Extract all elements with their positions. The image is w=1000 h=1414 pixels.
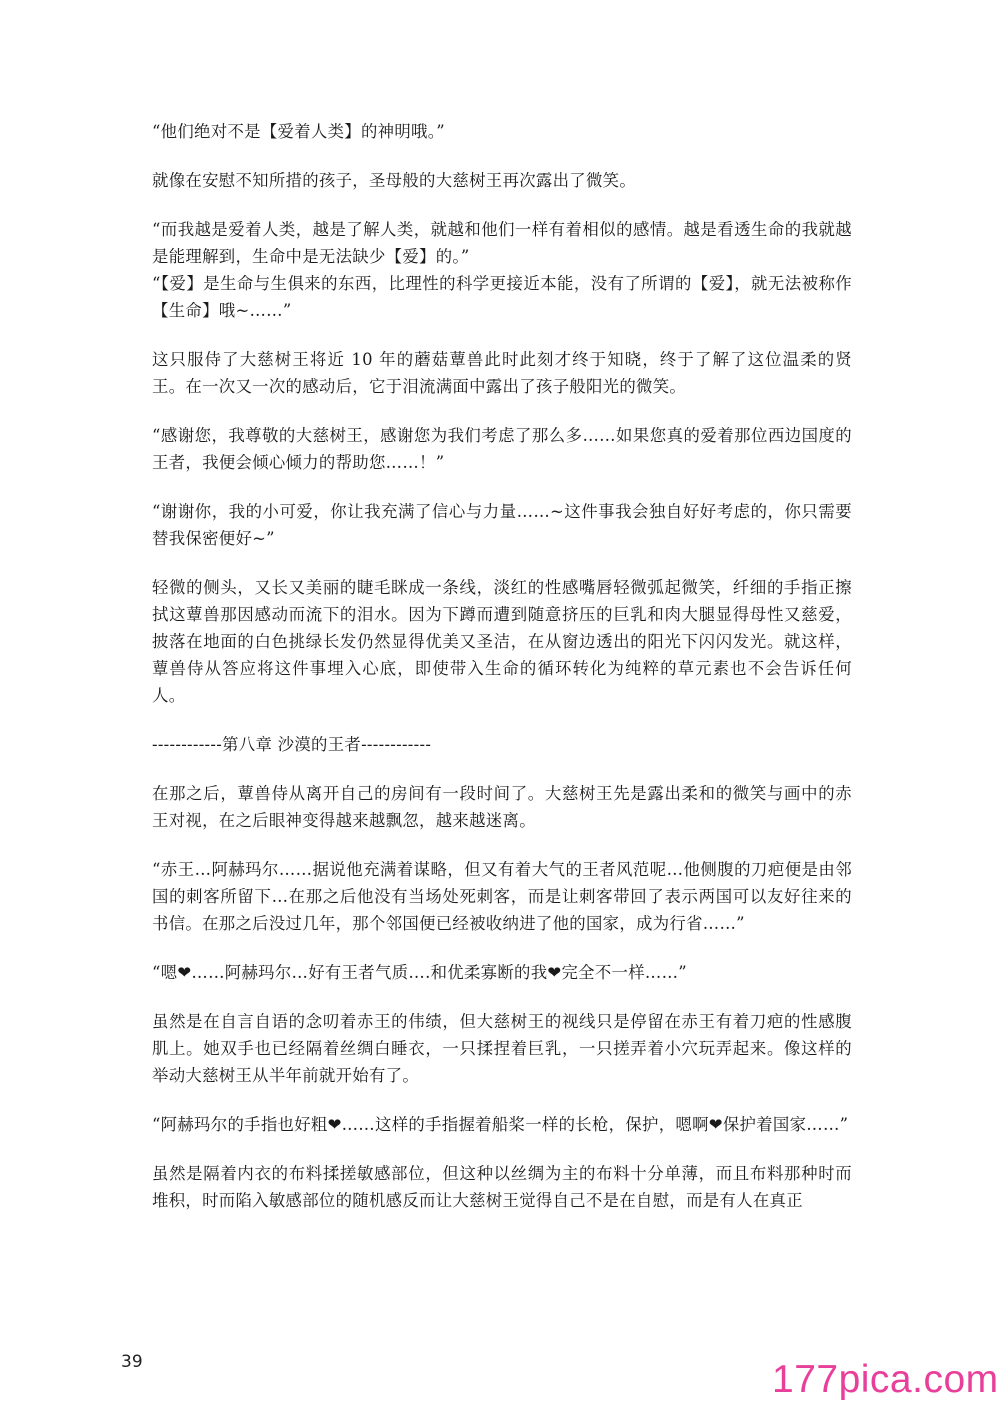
watermark: 177pica.com	[772, 1358, 999, 1401]
paragraph: 虽然是在自言自语的念叨着赤王的伟绩，但大慈树王的视线只是停留在赤王有着刀疤的性感腹肌上。她双手也已经隔着丝绸白睡衣，一只揉捏着巨乳，一只搓弄着小穴玩弄起来。像这样的举动大慈树王从半年前就开始有了。	[152, 1012, 852, 1085]
paragraph: 这只服侍了大慈树王将近 10 年的蘑菇蕈兽此时此刻才终于知晓，终于了解了这位温柔的贤王。在一次又一次的感动后，它于泪流满面中露出了孩子般阳光的微笑。	[152, 350, 852, 396]
paragraph: “【爱】是生命与生俱来的东西，比理性的科学更接近本能，没有了所谓的【爱】，就无法被称作【生命】哦~……”	[152, 274, 852, 320]
paragraph: 轻微的侧头，又长又美丽的睫毛眯成一条线，淡红的性感嘴唇轻微弧起微笑，纤细的手指正擦拭这蕈兽那因感动而流下的泪水。因为下蹲而遭到随意挤压的巨乳和肉大腿显得母性又慈爱，披落在地面的白色挑绿长发仍然显得优美又圣洁，在从窗边透出的阳光下闪闪发光。就这样，蕈兽侍从答应将这件事埋入心底，即使带入生命的循环转化为纯粹的草元素也不会告诉任何人。	[152, 578, 852, 705]
chapter-heading: ------------第八章 沙漠的王者------------	[152, 735, 432, 754]
paragraph: “赤王…阿赫玛尔……据说他充满着谋略，但又有着大气的王者风范呢…他侧腹的刀疤便是由邻国的刺客所留下…在那之后他没有当场处死刺客，而是让刺客带回了表示两国可以友好往来的书信。在那之后没过几年，那个邻国便已经被收纳进了他的国家，成为行省……”	[152, 860, 852, 933]
paragraph: “而我越是爱着人类，越是了解人类，就越和他们一样有着相似的感情。越是看透生命的我就越是能理解到，生命中是无法缺少【爱】的。”	[152, 220, 852, 266]
paragraph: “他们绝对不是【爱着人类】的神明哦。”	[152, 122, 445, 141]
paragraph: 在那之后，蕈兽侍从离开自己的房间有一段时间了。大慈树王先是露出柔和的微笑与画中的赤王对视，在之后眼神变得越来越飘忽，越来越迷离。	[152, 784, 852, 830]
page-body	[152, 118, 852, 1236]
paragraph: 虽然是隔着内衣的布料揉搓敏感部位，但这种以丝绸为主的布料十分单薄，而且布料那种时而堆积，时而陷入敏感部位的随机感反而让大慈树王觉得自己不是在自慰，而是有人在真正	[152, 1164, 852, 1210]
paragraph: “感谢您，我尊敬的大慈树王，感谢您为我们考虑了那么多……如果您真的爱着那位西边国度的王者，我便会倾心倾力的帮助您……！”	[152, 426, 852, 472]
page-number: 39	[121, 1352, 143, 1372]
paragraph: “阿赫玛尔的手指也好粗❤……这样的手指握着船桨一样的长枪，保护，嗯啊❤保护着国家……”	[152, 1115, 849, 1134]
paragraph: “谢谢你，我的小可爱，你让我充满了信心与力量……~这件事我会独自好好考虑的，你只需要替我保密便好~”	[152, 502, 852, 548]
paragraph: 就像在安慰不知所措的孩子，圣母般的大慈树王再次露出了微笑。	[152, 171, 637, 190]
paragraph: “嗯❤……阿赫玛尔…好有王者气质….和优柔寡断的我❤完全不一样……”	[152, 963, 687, 982]
